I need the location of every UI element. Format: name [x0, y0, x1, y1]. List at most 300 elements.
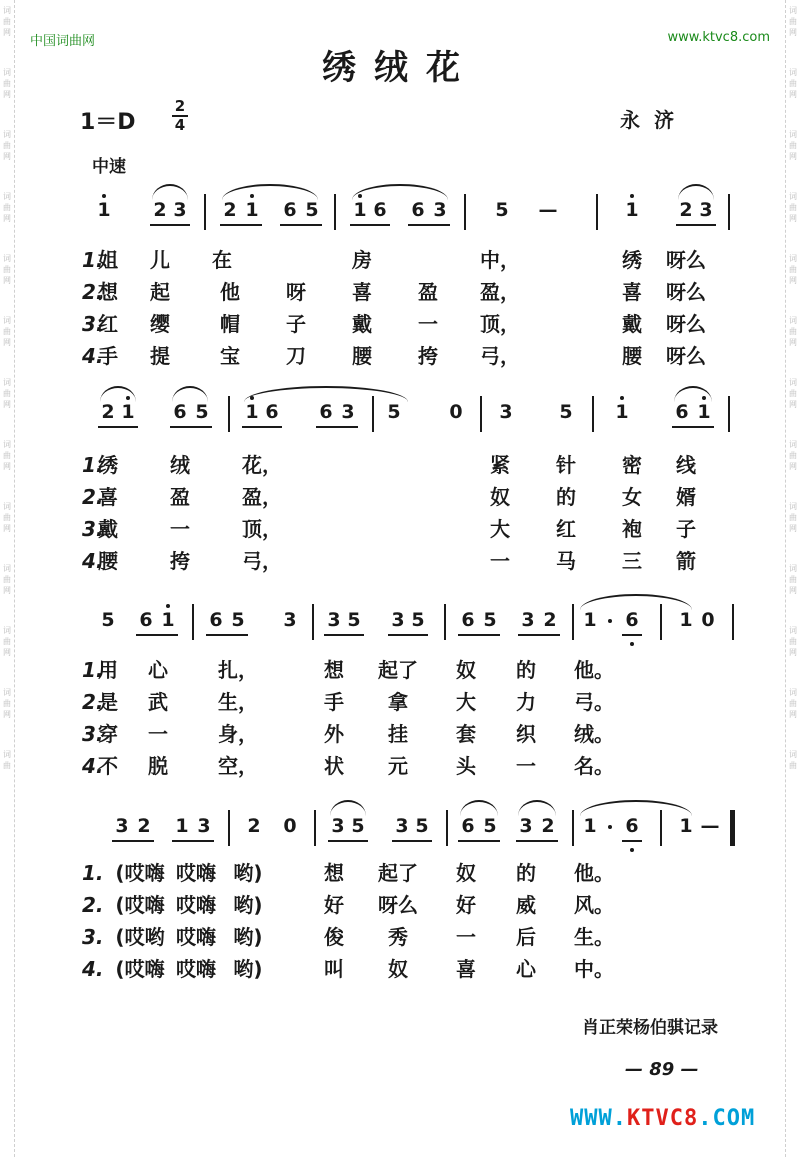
tempo-marking: 中速: [92, 157, 126, 177]
watermark-glyph: 曲: [789, 637, 797, 646]
watermark-glyph: 网: [3, 152, 11, 161]
lyric-word: 红: [556, 517, 576, 541]
beam: [672, 426, 714, 428]
watermark-glyph: 词: [789, 130, 797, 139]
site-name-left[interactable]: 中国词曲网: [30, 34, 96, 49]
watermark-glyph: 词: [3, 440, 11, 449]
lyric-word: 喜: [456, 957, 476, 981]
barline: [732, 604, 734, 640]
lyric-word: 空，: [218, 754, 258, 778]
note: 6: [411, 199, 425, 221]
lyric-word: 顶，: [242, 517, 282, 541]
lyric-word: 起了: [378, 658, 418, 682]
watermark-glyph: 网: [3, 90, 11, 99]
lyric-word: 紧: [490, 453, 510, 477]
note: 5: [411, 609, 425, 631]
lyric-word: 箭: [676, 549, 696, 573]
verse-number: 3.: [82, 925, 104, 949]
note: 5: [495, 199, 509, 221]
lyric-word: 套: [456, 722, 476, 746]
lyric-word: 呀: [286, 280, 306, 304]
note: 0: [449, 401, 463, 423]
slur: [518, 800, 556, 816]
barline: [728, 396, 730, 432]
lyric-word: 一: [516, 754, 536, 778]
lyric-line: [0, 450, 800, 480]
site-logo-brand: KTVC8: [626, 1106, 699, 1131]
notation-row-4: [0, 796, 800, 856]
lyric-word: 俊: [324, 925, 344, 949]
watermark-glyph: 网: [789, 462, 797, 471]
verse-number: 1.: [82, 861, 104, 885]
lyric-word: 中，: [480, 248, 520, 272]
lyric-line: [0, 719, 800, 749]
lyric-line: [0, 309, 800, 339]
note: 6: [625, 609, 639, 631]
watermark-glyph: 词: [789, 626, 797, 635]
lyric-word: 提: [150, 344, 170, 368]
note: 3: [115, 815, 129, 837]
verse-number: 2.: [82, 893, 104, 917]
watermark-glyph: 网: [789, 710, 797, 719]
watermark-glyph: 网: [789, 524, 797, 533]
lyric-word: 喜: [352, 280, 372, 304]
watermark-glyph: 曲: [789, 575, 797, 584]
beam: [622, 840, 642, 842]
note: 6: [139, 609, 153, 631]
watermark-glyph: 曲: [3, 699, 11, 708]
lyric-word: 后: [516, 925, 536, 949]
watermark-glyph: 曲: [3, 389, 11, 398]
note: 6: [173, 401, 187, 423]
watermark-glyph: 网: [3, 338, 11, 347]
watermark-glyph: 曲: [3, 451, 11, 460]
lyric-word: 子: [676, 517, 696, 541]
verse-number: 3.: [82, 517, 104, 541]
lyric-line: [0, 514, 800, 544]
lyric-word: 子: [286, 312, 306, 336]
note: 3: [699, 199, 713, 221]
note: 1: [583, 815, 597, 837]
barline: [660, 810, 662, 846]
song-title: 绣绒花: [322, 48, 478, 88]
lyric-word: 武: [148, 690, 168, 714]
lyric-word: 姐: [98, 248, 118, 272]
watermark-glyph: 网: [3, 276, 11, 285]
note: 1: [97, 199, 111, 221]
note: 3: [197, 815, 211, 837]
lyric-word: 缨: [150, 312, 170, 336]
watermark-glyph: 词: [3, 626, 11, 635]
lyric-word: 起了: [378, 861, 418, 885]
notation-row-1: [0, 180, 800, 240]
octave-dot-low: [630, 848, 634, 852]
barline: [372, 396, 374, 432]
watermark-glyph: 曲: [3, 513, 11, 522]
lyric-word: 腰: [98, 549, 118, 573]
lyric-line: [0, 858, 800, 888]
octave-dot: [102, 194, 106, 198]
note: 5: [231, 609, 245, 631]
lyric-word: (哎哟: [115, 925, 165, 949]
verse-number: 1.: [82, 658, 104, 682]
watermark-glyph: 曲: [3, 141, 11, 150]
lyric-word: 哎嗨: [176, 893, 216, 917]
note: 3: [331, 815, 345, 837]
beam: [392, 840, 432, 842]
beam: [324, 634, 364, 636]
watermark-glyph: 词: [789, 750, 797, 759]
site-logo-bottom[interactable]: [570, 1106, 755, 1131]
watermark-glyph: 网: [789, 338, 797, 347]
lyric-word: 拿: [388, 690, 408, 714]
note: 5: [347, 609, 361, 631]
note: 0: [283, 815, 297, 837]
note: 2: [153, 199, 167, 221]
lyric-word: 头: [456, 754, 476, 778]
slur: [352, 184, 448, 200]
barline: [728, 194, 730, 230]
note: 1: [583, 609, 597, 631]
beam: [516, 840, 558, 842]
beam: [518, 634, 560, 636]
watermark-glyph: 词: [789, 6, 797, 15]
lyric-word: 帽: [220, 312, 240, 336]
barline: [572, 810, 574, 846]
site-url-right[interactable]: www.ktvc8.com: [667, 30, 770, 45]
lyric-word: 呀么: [666, 344, 706, 368]
watermark-glyph: 词: [789, 68, 797, 77]
barline: [312, 604, 314, 640]
lyric-word: 力: [516, 690, 536, 714]
verse-number: 4.: [82, 344, 104, 368]
watermark-glyph: 曲: [3, 17, 11, 26]
lyric-word: 名。: [574, 754, 614, 778]
beam: [622, 634, 642, 636]
note: —: [700, 815, 720, 837]
lyric-word: 一: [456, 925, 476, 949]
beam: [206, 634, 248, 636]
note: 6: [283, 199, 297, 221]
beam: [676, 224, 716, 226]
lyric-word: 弓，: [242, 549, 282, 573]
lyric-word: 戴: [352, 312, 372, 336]
beam: [458, 840, 500, 842]
lyric-word: 密: [622, 453, 642, 477]
note: 6: [265, 401, 279, 423]
watermark-glyph: 网: [3, 710, 11, 719]
barline: [596, 194, 598, 230]
note: 3: [173, 199, 187, 221]
note: 3: [521, 609, 535, 631]
lyric-word: 一: [418, 312, 438, 336]
note: 5: [559, 401, 573, 423]
note: 6: [319, 401, 333, 423]
watermark-glyph: 网: [789, 400, 797, 409]
watermark-glyph: 曲: [3, 637, 11, 646]
watermark-glyph: 网: [3, 462, 11, 471]
lyric-word: 心: [148, 658, 168, 682]
watermark-glyph: 网: [789, 276, 797, 285]
watermark-glyph: 曲: [789, 451, 797, 460]
lyric-word: 秀: [388, 925, 408, 949]
lyric-word: 顶，: [480, 312, 520, 336]
barline: [480, 396, 482, 432]
verse-number: 3.: [82, 722, 104, 746]
note: 3: [283, 609, 297, 631]
barline: [334, 194, 336, 230]
watermark-glyph: 曲: [3, 327, 11, 336]
beam: [280, 224, 322, 226]
beam: [242, 426, 282, 428]
lyric-word: 针: [556, 453, 576, 477]
page-number: — 89 —: [625, 1059, 699, 1080]
lyric-word: 扎，: [218, 658, 258, 682]
lyric-word: 状: [324, 754, 344, 778]
note: 2: [247, 815, 261, 837]
lyric-word: 的: [516, 861, 536, 885]
watermark-glyph: 曲: [789, 141, 797, 150]
lyric-word: 好: [456, 893, 476, 917]
watermark-glyph: 词: [789, 688, 797, 697]
beam: [112, 840, 154, 842]
lyric-word: (哎嗨: [115, 957, 165, 981]
lyric-word: 呀么: [666, 280, 706, 304]
note: 0: [701, 609, 715, 631]
note: 1: [353, 199, 367, 221]
barline: [444, 604, 446, 640]
note: 2: [101, 401, 115, 423]
composer: 永济: [620, 108, 688, 132]
lyric-word: 宝: [220, 344, 240, 368]
lyric-word: 身，: [218, 722, 258, 746]
watermark-glyph: 词: [3, 254, 11, 263]
lyric-word: 的: [556, 485, 576, 509]
note: 1: [161, 609, 175, 631]
lyric-word: 大: [456, 690, 476, 714]
lyric-word: 盈: [170, 485, 190, 509]
slur: [222, 184, 318, 200]
lyric-word: 绣: [98, 453, 118, 477]
watermark-glyph: 网: [789, 586, 797, 595]
note: 5: [483, 609, 497, 631]
watermark-glyph: 曲: [789, 513, 797, 522]
watermark-glyph: 词: [3, 378, 11, 387]
beam: [388, 634, 428, 636]
watermark-glyph: 网: [789, 648, 797, 657]
note: 6: [625, 815, 639, 837]
lyric-word: 奴: [456, 658, 476, 682]
lyric-word: 呀么: [666, 248, 706, 272]
note: 3: [327, 609, 341, 631]
note: 6: [209, 609, 223, 631]
notation-row-3: [0, 590, 800, 650]
lyric-word: 哟): [233, 925, 263, 949]
watermark-glyph: 词: [3, 688, 11, 697]
lyric-word: 绣: [622, 248, 642, 272]
verse-number: 2.: [82, 280, 104, 304]
watermark-glyph: 网: [3, 648, 11, 657]
watermark-glyph: 词: [3, 68, 11, 77]
lyric-line: [0, 751, 800, 781]
lyric-line: [0, 245, 800, 275]
note: —: [538, 199, 558, 221]
watermark-glyph: 词: [3, 192, 11, 201]
lyric-word: 挂: [388, 722, 408, 746]
watermark-glyph: 网: [3, 28, 11, 37]
watermark-glyph: 曲: [789, 203, 797, 212]
lyric-line: [0, 482, 800, 512]
watermark-glyph: 网: [789, 90, 797, 99]
lyric-word: 哎嗨: [176, 957, 216, 981]
lyric-line: [0, 546, 800, 576]
watermark-glyph: 曲: [3, 265, 11, 274]
lyric-word: 想: [98, 280, 118, 304]
note: 2: [223, 199, 237, 221]
note: 5: [387, 401, 401, 423]
note: 6: [675, 401, 689, 423]
watermark-glyph: 曲: [3, 203, 11, 212]
slur: [244, 386, 408, 402]
lyric-word: (哎嗨: [115, 861, 165, 885]
note: 1: [175, 815, 189, 837]
watermark-glyph: 网: [3, 524, 11, 533]
lyric-word: 房: [352, 248, 372, 272]
lyric-word: 哟): [233, 861, 263, 885]
watermark-glyph: 曲: [789, 761, 797, 770]
lyric-word: 织: [516, 722, 536, 746]
watermark-glyph: 词: [3, 6, 11, 15]
lyric-word: 喜: [98, 485, 118, 509]
note: 3: [499, 401, 513, 423]
watermark-glyph: 词: [789, 254, 797, 263]
lyric-word: 婿: [676, 485, 696, 509]
note: 2: [137, 815, 151, 837]
lyric-line: [0, 687, 800, 717]
lyric-word: 一: [170, 517, 190, 541]
lyric-word: 手: [324, 690, 344, 714]
lyric-word: 奴: [388, 957, 408, 981]
lyric-line: [0, 954, 800, 984]
lyric-word: 戴: [622, 312, 642, 336]
lyric-word: 喜: [622, 280, 642, 304]
barline: [572, 604, 574, 640]
lyric-word: 腰: [352, 344, 372, 368]
slur: [674, 386, 712, 402]
watermark-glyph: 词: [789, 502, 797, 511]
watermark-glyph: 词: [789, 316, 797, 325]
note: 1: [245, 401, 259, 423]
note: 6: [461, 609, 475, 631]
slur: [580, 800, 692, 816]
beam: [98, 426, 138, 428]
note: 1: [615, 401, 629, 423]
slur: [330, 800, 366, 816]
lyric-word: 弓。: [574, 690, 614, 714]
verse-number: 2.: [82, 485, 104, 509]
verse-number: 3.: [82, 312, 104, 336]
time-signature-bottom: 4: [174, 116, 186, 134]
watermark-glyph: 网: [789, 214, 797, 223]
lyric-word: 用: [98, 658, 118, 682]
watermark-glyph: 曲: [789, 79, 797, 88]
beam: [220, 224, 262, 226]
lyric-word: 是: [98, 690, 118, 714]
lyric-word: 心: [516, 957, 536, 981]
barline: [314, 810, 316, 846]
slur: [460, 800, 498, 816]
lyric-line: [0, 341, 800, 371]
slur: [152, 184, 188, 200]
lyric-word: 绒: [170, 453, 190, 477]
note: 3: [433, 199, 447, 221]
note: 1: [679, 609, 693, 631]
barline: [228, 396, 230, 432]
verse-number: 1.: [82, 453, 104, 477]
lyric-word: 呀么: [378, 893, 418, 917]
lyric-word: (哎嗨: [115, 893, 165, 917]
lyric-word: 在: [212, 248, 232, 272]
augmentation-dot: [608, 825, 612, 829]
lyric-word: 三: [622, 549, 642, 573]
beam: [316, 426, 358, 428]
lyric-word: 好: [324, 893, 344, 917]
lyric-line: [0, 890, 800, 920]
note: 1: [625, 199, 639, 221]
lyric-word: 盈: [418, 280, 438, 304]
lyric-word: 起: [150, 280, 170, 304]
barline: [660, 604, 662, 640]
note: 5: [195, 401, 209, 423]
note: 6: [373, 199, 387, 221]
watermark-glyph: 曲: [789, 327, 797, 336]
note: 3: [519, 815, 533, 837]
note: 3: [395, 815, 409, 837]
watermark-glyph: 曲: [789, 699, 797, 708]
lyric-word: 呀么: [666, 312, 706, 336]
beam: [328, 840, 368, 842]
verse-number: 4.: [82, 957, 104, 981]
note: 1: [121, 401, 135, 423]
beam: [350, 224, 390, 226]
lyric-word: 儿: [150, 248, 170, 272]
lyric-word: 外: [324, 722, 344, 746]
verse-number: 2.: [82, 690, 104, 714]
lyric-word: 想: [324, 861, 344, 885]
key-signature: 1＝D: [80, 110, 136, 135]
watermark-glyph: 网: [789, 28, 797, 37]
verse-number: 4.: [82, 754, 104, 778]
watermark-glyph: 词: [3, 564, 11, 573]
beam: [136, 634, 178, 636]
watermark-glyph: 曲: [789, 389, 797, 398]
lyric-word: 脱: [148, 754, 168, 778]
site-logo-prefix: WWW.: [570, 1106, 627, 1131]
watermark-glyph: 曲: [789, 265, 797, 274]
final-barline: [730, 810, 735, 846]
lyric-word: 刀: [286, 344, 306, 368]
note: 3: [341, 401, 355, 423]
watermark-glyph: 词: [3, 130, 11, 139]
lyric-word: 的: [516, 658, 536, 682]
note: 5: [415, 815, 429, 837]
verse-number: 1.: [82, 248, 104, 272]
lyric-word: 戴: [98, 517, 118, 541]
recorder-credit: 肖正荣杨伯骐记录: [582, 1018, 718, 1038]
lyric-word: 女: [622, 485, 642, 509]
watermark-glyph: 词: [3, 750, 11, 759]
note: 6: [461, 815, 475, 837]
